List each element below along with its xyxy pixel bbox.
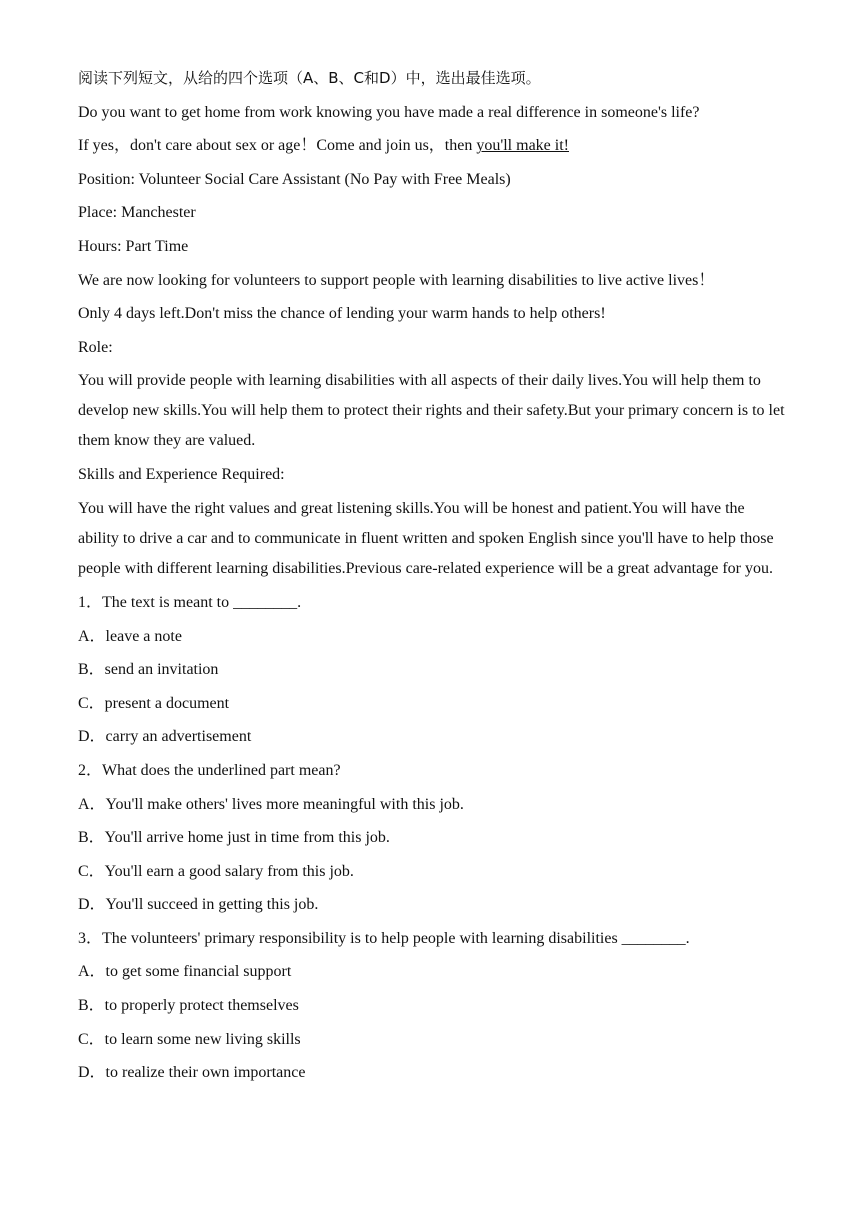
passage-join-line	[78, 129, 788, 163]
instruction-text: 阅读下列短文，从给的四个选项（A、B、C和D）中，选出最佳选项。	[78, 69, 541, 87]
option-item: B．to properly protect themselves	[78, 997, 299, 1015]
passage-intro: Do you want to get home from work knowing you have made a real difference in someone's life?	[78, 103, 700, 121]
option-item: A．You'll make others' lives more meaningful with this job.	[78, 795, 464, 813]
document-page	[78, 62, 788, 1090]
option-item: D．You'll succeed in getting this job.	[78, 896, 319, 914]
option-item: A．leave a note	[78, 627, 182, 645]
looking-line: We are now looking for volunteers to support people with learning disabilities to live active lives！	[78, 271, 715, 289]
skills-heading: Skills and Experience Required:	[78, 466, 285, 484]
place-line: Place: Manchester	[78, 204, 196, 222]
option-item: B．You'll arrive home just in time from this job.	[78, 829, 390, 847]
question-stem: 1．The text is meant to ________.	[78, 593, 302, 611]
question-stem: 2．What does the underlined part mean?	[78, 761, 341, 779]
role-heading: Role:	[78, 338, 113, 356]
option-item: B．send an invitation	[78, 661, 219, 679]
join-prefix: If yes，don't care about sex or age！Come and join us，then	[78, 137, 477, 155]
option-item: D．carry an advertisement	[78, 728, 252, 746]
position-line: Position: Volunteer Social Care Assistant (No Pay with Free Meals)	[78, 170, 511, 188]
option-item: A．to get some financial support	[78, 963, 292, 981]
role-paragraph: You will provide people with learning disabilities with all aspects of their daily lives.You will help them to develop new skills.You will help them to protect their rights and their safety.But your primary concern is to let them know they are valued.	[78, 372, 785, 450]
question-stem: 3．The volunteers' primary responsibility is to help people with learning disabilities ________.	[78, 929, 690, 947]
option-item: C．present a document	[78, 694, 230, 712]
option-item: C．to learn some new living skills	[78, 1030, 301, 1048]
option-item: C．You'll earn a good salary from this job.	[78, 862, 354, 880]
days-left-line: Only 4 days left.Don't miss the chance of lending your warm hands to help others!	[78, 305, 606, 323]
hours-line: Hours: Part Time	[78, 237, 189, 255]
option-item: D．to realize their own importance	[78, 1064, 306, 1082]
skills-paragraph: You will have the right values and great listening skills.You will be honest and patient.You will have the ability to drive a car and to communicate in fluent written and spoken English since you'll have to help those people with different learning disabilities.Previous care-related experience will be a great advantage for you.	[78, 499, 774, 577]
underlined-phrase: you'll make it!	[476, 137, 569, 155]
